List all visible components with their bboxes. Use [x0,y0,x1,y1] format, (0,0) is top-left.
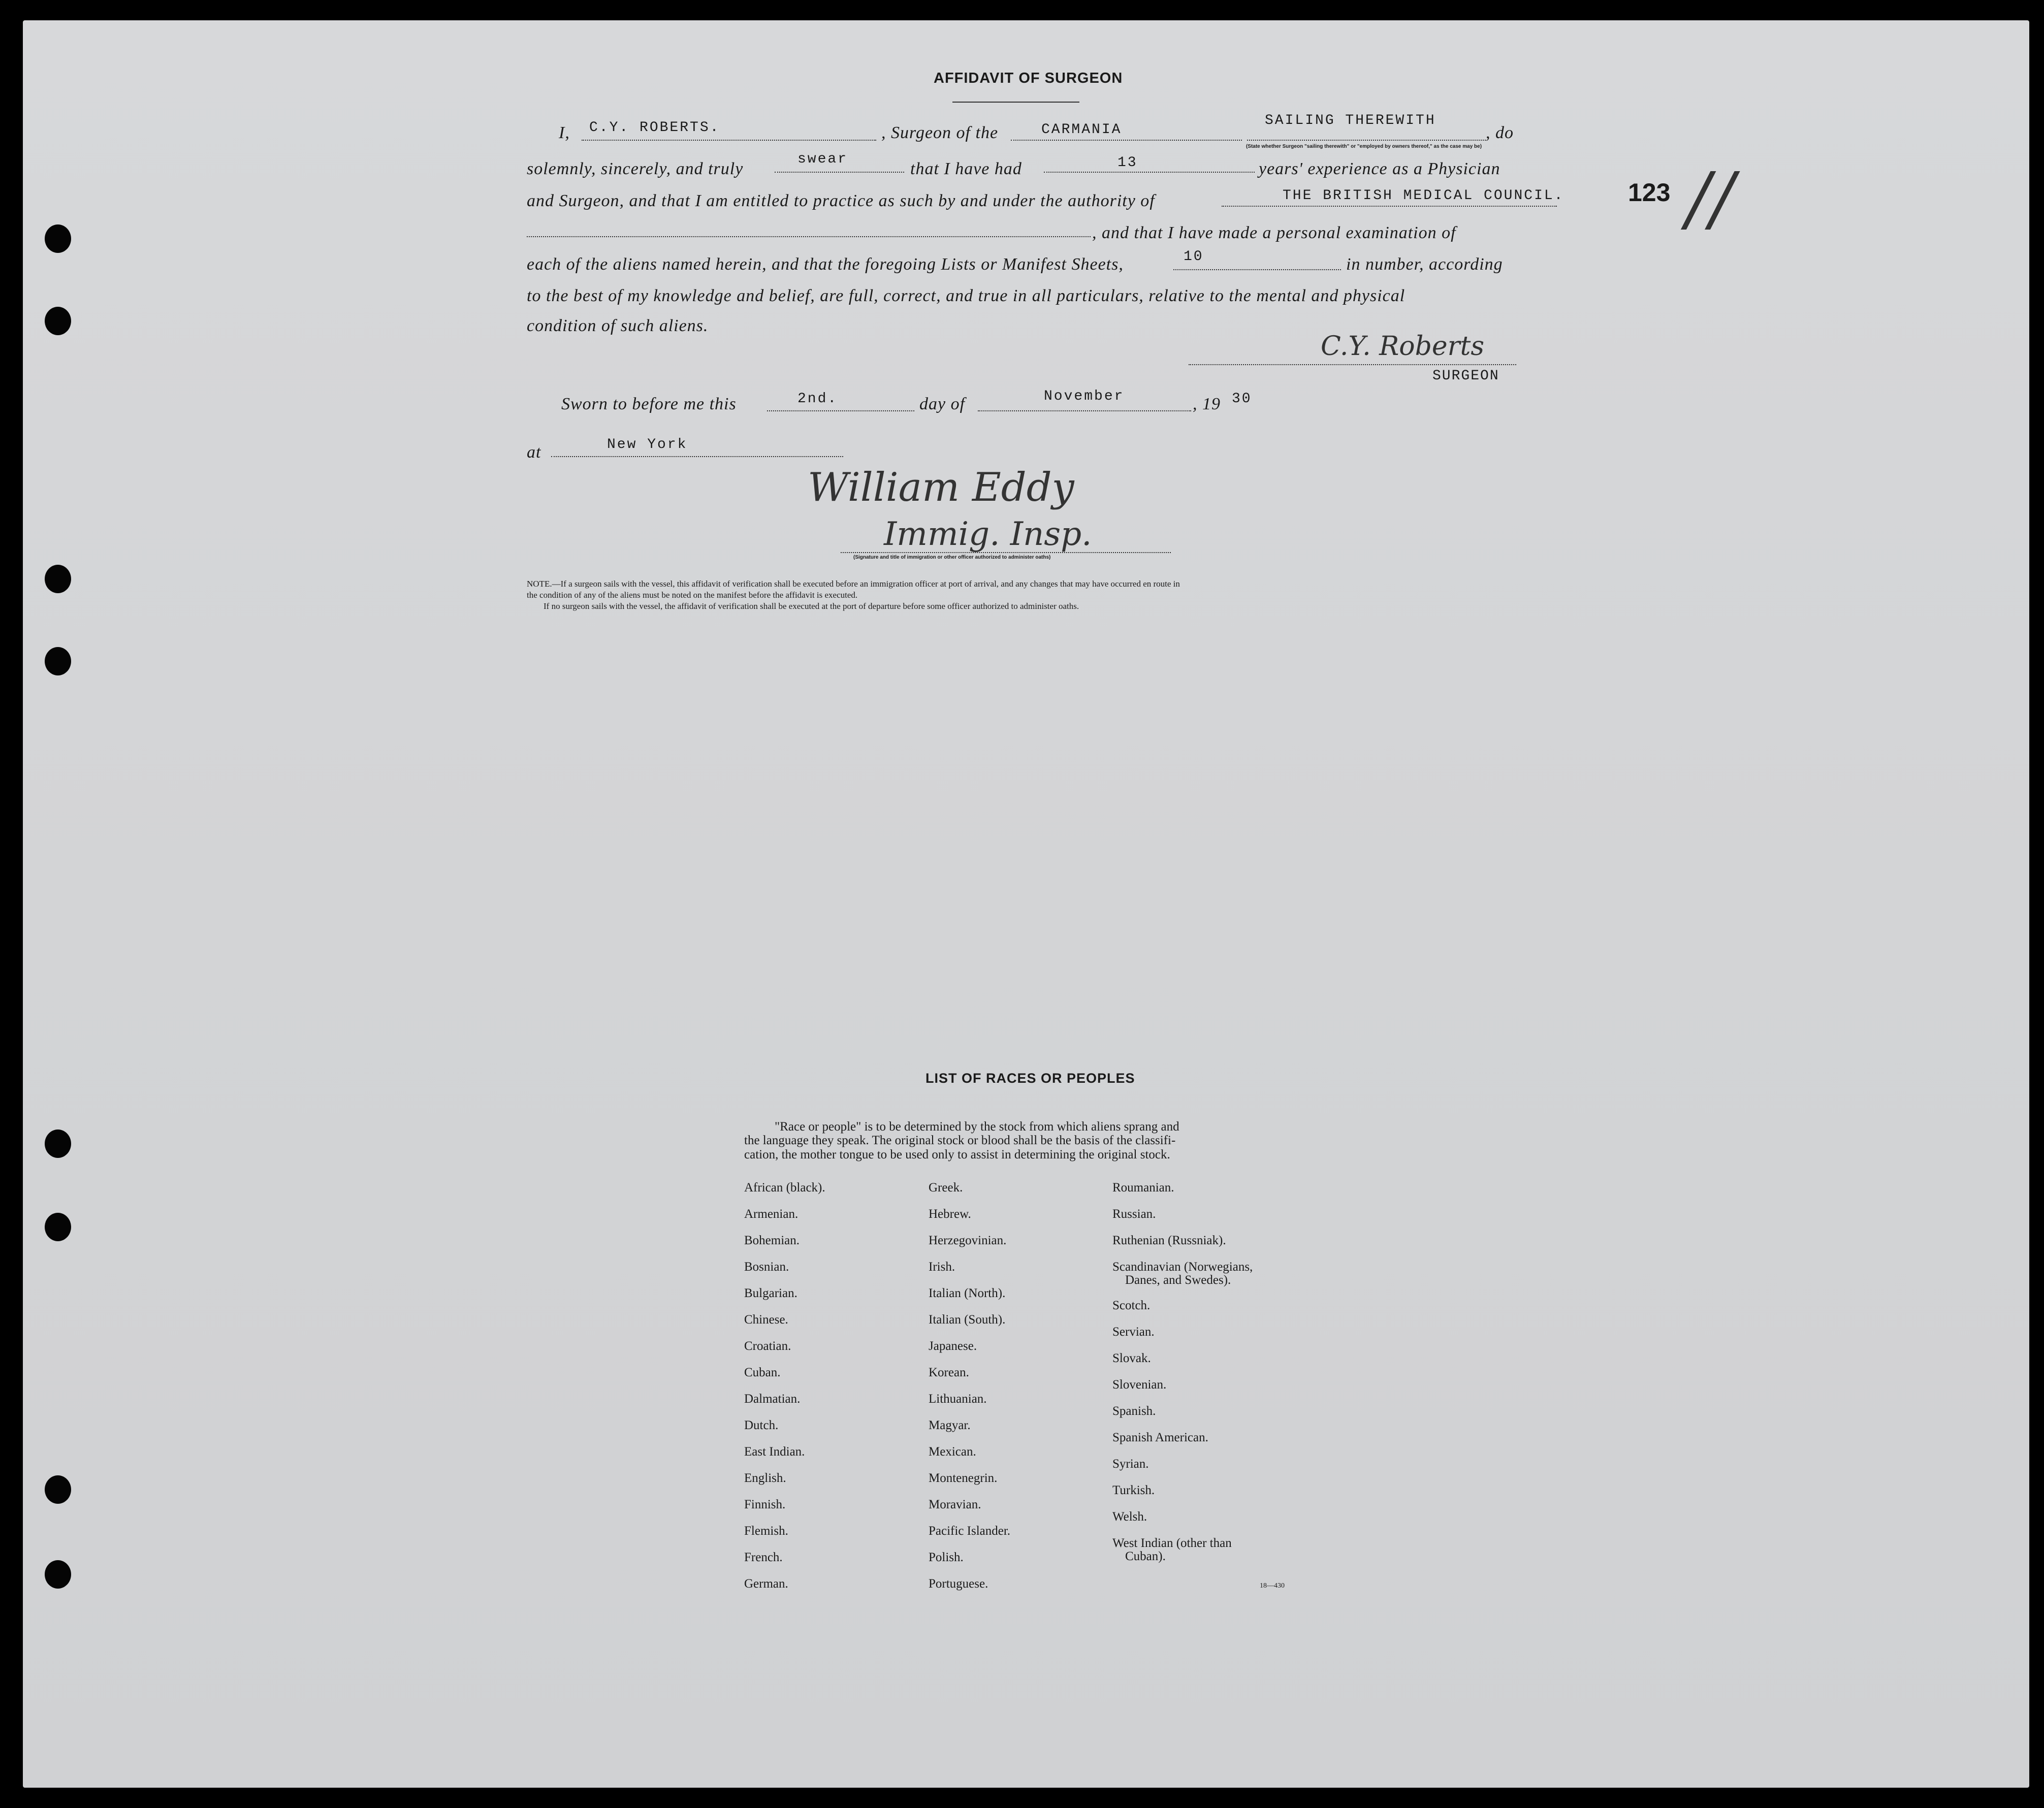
race-item: Dutch. [744,1418,779,1432]
sworn-day: 2nd. [797,391,838,407]
vessel-name: CARMANIA [1041,122,1122,138]
race-item: Roumanian. [1112,1181,1174,1194]
line5-end: in number, according [1346,255,1503,274]
race-item: Slovak. [1112,1351,1151,1365]
surgeon-name: C.Y. ROBERTS. [589,120,720,136]
binder-hole [45,1560,71,1589]
race-item: African (black). [744,1181,825,1194]
affidavit-title: AFFIDAVIT OF SURGEON [934,70,1123,86]
race-item: Finnish. [744,1498,786,1511]
race-item: East Indian. [744,1445,805,1459]
race-item: Russian. [1112,1207,1156,1221]
binder-hole [45,1475,71,1504]
years-blank [1044,172,1255,173]
binder-hole [45,307,71,335]
race-item: Scotch. [1112,1299,1151,1312]
races-intro-3: cation, the mother tongue to be used only to assist in determining the original stock. [744,1148,1170,1161]
race-item: Servian. [1112,1325,1155,1339]
authority-blank [1222,206,1557,207]
note-line-2: the condition of any of the aliens must be noted on the manifest before the affidavit is executed. [527,590,858,600]
race-item: Bulgarian. [744,1286,797,1300]
page-number: 123 [1628,178,1671,207]
sworn-mid: day of [919,395,966,413]
binder-hole [45,224,71,253]
line1-lead: I, [559,123,570,142]
race-item: German. [744,1577,788,1591]
surgeon-signature-line [1189,364,1516,365]
races-title: LIST OF RACES OR PEOPLES [925,1071,1135,1086]
line2-lead: solemnly, sincerely, and truly [527,159,744,178]
race-item: Japanese. [929,1339,977,1353]
race-item: Herzegovinian. [929,1234,1007,1247]
race-item: Spanish. [1112,1404,1156,1418]
line3-lead: and Surgeon, and that I am entitled to practice as such by and under the authority of [527,191,1155,210]
officer-signature: William Eddy [808,465,1074,510]
oath-blank [775,172,904,173]
line1-end: , do [1486,123,1514,142]
race-item: Mexican. [929,1445,976,1459]
race-item: Cuban. [744,1366,781,1379]
note-line-3: If no surgeon sails with the vessel, the affidavit of verification shall be executed at the port of departure before some officer authorized to administer oaths. [544,601,1079,611]
sailing-note: (State whether Surgeon "sailing therewith" or "employed by owners thereof," as the case may be) [1245,144,1482,149]
race-item: Scandinavian (Norwegians, [1112,1260,1253,1274]
race-item: Turkish. [1112,1483,1155,1497]
line4-text: , and that I have made a personal examination of [1092,223,1456,242]
race-item: Dalmatian. [744,1392,801,1406]
race-item: Italian (South). [929,1313,1006,1327]
form-code: 18—430 [1260,1582,1285,1590]
races-intro-2: the language they speak. The original stock or blood shall be the basis of the classifi- [744,1134,1176,1147]
binder-hole [45,565,71,593]
race-item: Chinese. [744,1313,788,1327]
place-value: New York [607,437,688,453]
race-item: Korean. [929,1366,969,1379]
race-item: Slovenian. [1112,1378,1167,1392]
line6-text: to the best of my knowledge and belief, are full, correct, and true in all particulars, relative to the mental and physical [527,286,1406,305]
race-item: Greek. [929,1181,963,1194]
officer-title: Immig. Insp. [884,515,1092,553]
note-line-1: NOTE.—If a surgeon sails with the vessel, this affidavit of verification shall be executed before an immigration officer at port of arrival, and any changes that may have occurred en route in [527,579,1180,589]
race-item: Bosnian. [744,1260,789,1274]
line2-end: years' experience as a Physician [1259,159,1500,178]
sworn-year: 30 [1232,391,1252,407]
sailing-status: SAILING THEREWITH [1265,113,1436,128]
race-item: Montenegrin. [929,1471,998,1485]
race-item: Hebrew. [929,1207,971,1221]
title-rule [952,102,1079,103]
race-item: Portuguese. [929,1577,988,1591]
document-sheet [23,20,2029,1788]
sworn-lead: Sworn to before me this [561,395,737,413]
races-intro-1: "Race or people" is to be determined by the stock from which aliens sprang and [775,1120,1179,1134]
race-item: Croatian. [744,1339,791,1353]
race-item: Polish. [929,1551,964,1564]
binder-hole [45,1213,71,1241]
authority-value: THE BRITISH MEDICAL COUNCIL. [1283,188,1564,204]
race-item: Cuban). [1125,1549,1166,1563]
sworn-month-blank [978,410,1191,411]
race-item: Italian (North). [929,1286,1006,1300]
race-item: Pacific Islander. [929,1524,1011,1538]
race-item: Ruthenian (Russniak). [1112,1234,1226,1247]
sheets-value: 10 [1184,249,1204,265]
line7-text: condition of such aliens. [527,316,709,335]
line5-lead: each of the aliens named herein, and that the foregoing Lists or Manifest Sheets, [527,255,1124,274]
officer-caption: (Signature and title of immigration or other officer authorized to administer oaths) [853,555,1051,560]
binder-hole [45,1129,71,1158]
years-value: 13 [1117,155,1138,171]
race-item: Magyar. [929,1418,971,1432]
authority-blank-2 [527,236,1091,237]
sworn-month: November [1044,389,1125,404]
sworn-day-blank [767,410,914,411]
sailing-blank [1247,140,1486,141]
race-item: Moravian. [929,1498,981,1511]
race-item: English. [744,1471,786,1485]
race-item: Welsh. [1112,1510,1147,1524]
race-item: Lithuanian. [929,1392,987,1406]
binder-hole [45,647,71,675]
at-label: at [527,443,541,462]
place-blank [551,456,843,457]
race-item: Armenian. [744,1207,799,1221]
race-item: West Indian (other than [1112,1536,1232,1550]
oath-word: swear [797,151,848,167]
race-item: French. [744,1551,783,1564]
vessel-blank [1011,140,1242,141]
page-mark: // [1686,157,1735,240]
race-item: Bohemian. [744,1234,800,1247]
surgeon-signature: C.Y. Roberts [1321,331,1485,362]
race-item: Syrian. [1112,1457,1149,1471]
race-item: Flemish. [744,1524,788,1538]
officer-signature-line [841,552,1171,553]
line2-mid: that I have had [910,159,1022,178]
surgeon-label: SURGEON [1432,368,1499,384]
race-item: Irish. [929,1260,955,1274]
surgeon-name-blank [582,140,876,141]
sworn-century: , 19 [1193,395,1221,413]
line1-mid: , Surgeon of the [881,123,999,142]
sheets-blank [1173,269,1341,270]
race-item: Danes, and Swedes). [1125,1273,1231,1287]
race-item: Spanish American. [1112,1431,1208,1444]
